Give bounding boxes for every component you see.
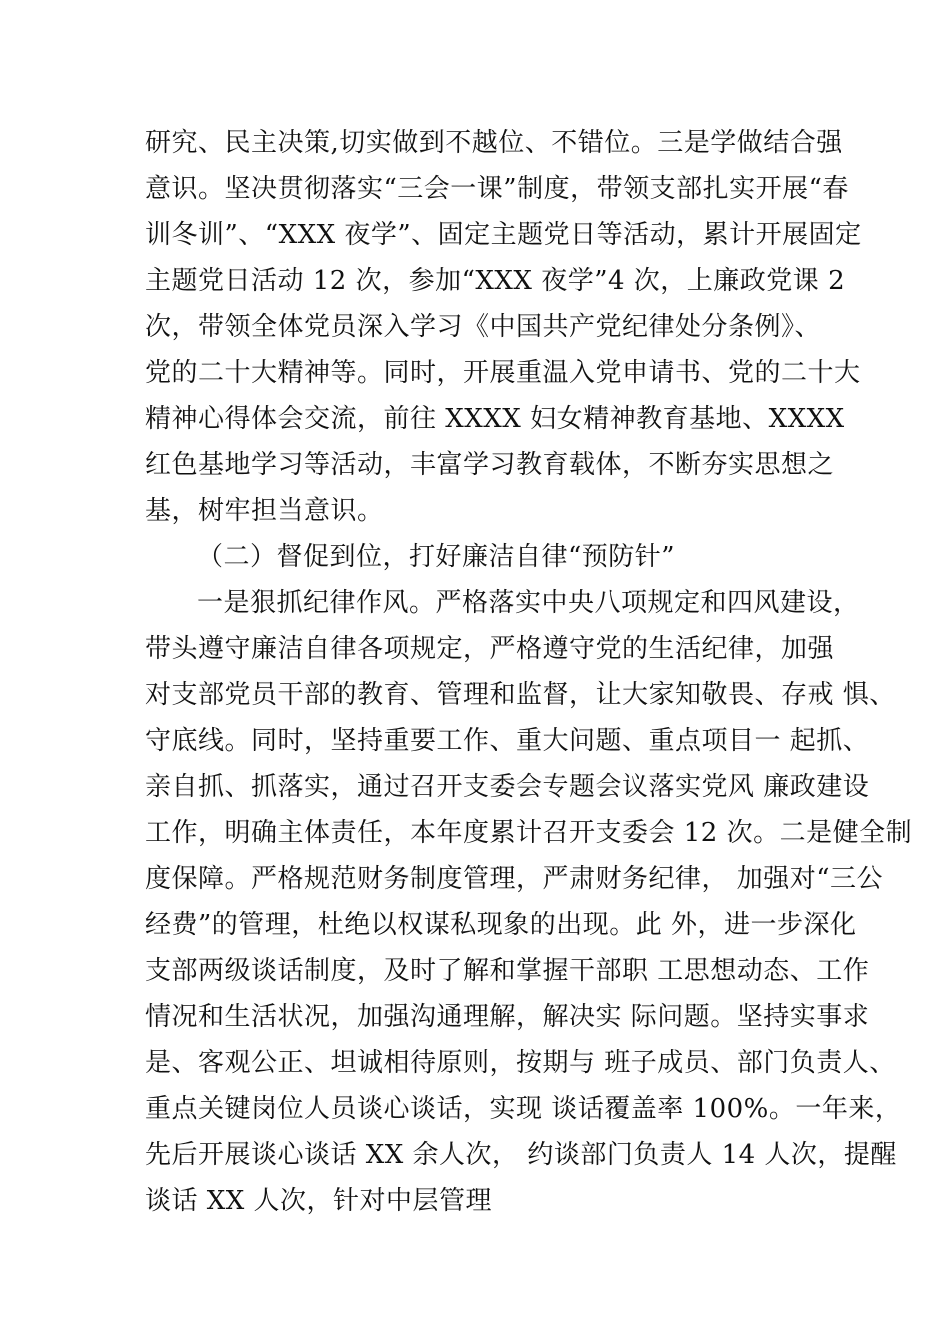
text-line: 经费”的管理，杜绝以权谋私现象的出现。此 外，进一步深化 [145,910,857,940]
text-line: 训冬训”、“XXX 夜学”、固定主题党日等活动，累计开展固定 [145,220,862,250]
text-line: 次，带领全体党员深入学习《中国共产党纪律处分条例》、 [145,312,822,342]
text-line: 精神心得体会交流，前往 XXXX 妇女精神教育基地、XXXX [145,404,845,434]
text-line: 带头遵守廉洁自律各项规定，严格遵守党的生活纪律，加强 [145,634,835,664]
text-line: 基，树牢担当意识。 [145,496,384,526]
section-heading: （二）督促到位，打好廉洁自律“预防针” [197,542,676,572]
text-line: 重点关键岗位人员谈心谈话，实现 谈话覆盖率 100%。一年来， [145,1094,902,1124]
paragraph-start: 一是狠抓纪律作风。严格落实中央八项规定和四风建设， [197,588,860,618]
text-line: 谈话 XX 人次，针对中层管理 [145,1186,493,1216]
text-line: 意识。坚决贯彻落实“三会一课”制度，带领支部扎实开展“春 [145,174,849,204]
text-line: 情况和生活状况，加强沟通理解，解决实 际问题。坚持实事求 [145,1002,870,1032]
text-line: 支部两级谈话制度，及时了解和掌握干部职 工思想动态、工作 [145,956,870,986]
text-line: 红色基地学习等活动，丰富学习教育载体，不断夯实思想之 [145,450,835,480]
text-line: 对支部党员干部的教育、管理和监督，让大家知敬畏、存戒 惧、 [145,680,896,710]
text-line: 先后开展谈心谈话 XX 余人次， 约谈部门负责人 14 人次，提醒 [145,1140,897,1170]
text-line: 守底线。同时，坚持重要工作、重大问题、重点项目一 起抓、 [145,726,870,756]
body-text [145,120,913,1224]
text-line: 主题党日活动 12 次，参加“XXX 夜学”4 次，上廉政党课 2 [145,266,846,296]
text-line: 党的二十大精神等。同时，开展重温入党申请书、党的二十大 [145,358,861,388]
text-line: 研究、民主决策,切实做到不越位、不错位。三是学做结合强 [145,128,843,158]
text-line: 亲自抓、抓落实，通过召开支委会专题会议落实党风 廉政建设 [145,772,870,802]
text-line: 是、客观公正、坦诚相待原则，按期与 班子成员、部门负责人、 [145,1048,896,1078]
text-line: 度保障。严格规范财务制度管理，严肃财务纪律， 加强对“三公 [145,864,884,894]
text-line: 工作，明确主体责任，本年度累计召开支委会 12 次。二是健全制 [145,818,913,848]
